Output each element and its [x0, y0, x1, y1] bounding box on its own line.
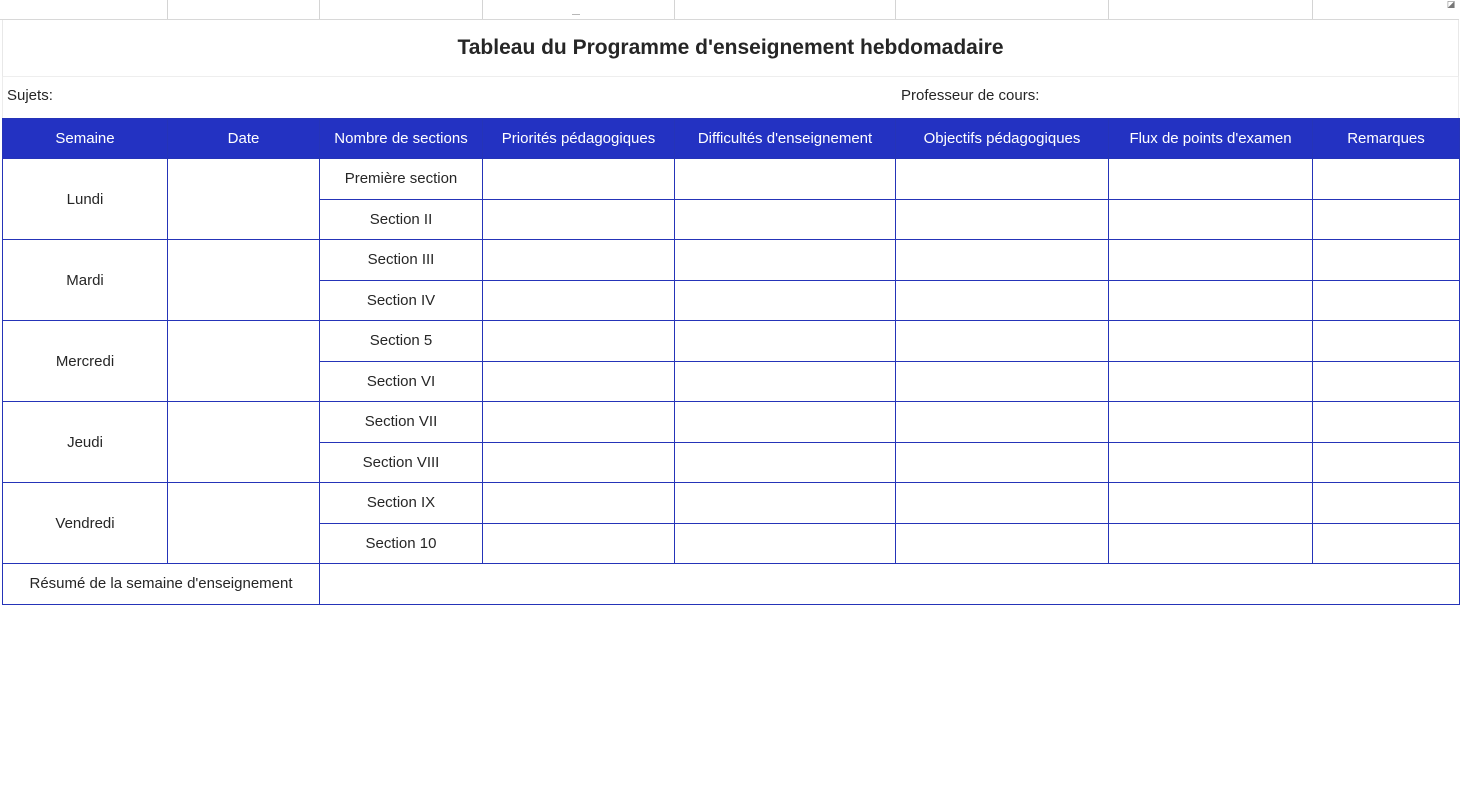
section-cell[interactable]: Section IX — [320, 483, 483, 524]
remarks-cell[interactable] — [1313, 240, 1460, 281]
table-row — [3, 159, 1460, 200]
remarks-cell[interactable] — [1313, 402, 1460, 443]
day-cell[interactable]: Lundi — [3, 159, 168, 240]
objectives-cell[interactable] — [896, 240, 1109, 281]
section-cell[interactable]: Section 10 — [320, 523, 483, 564]
objectives-cell[interactable] — [896, 402, 1109, 443]
objectives-cell[interactable] — [896, 442, 1109, 483]
priorities-cell[interactable] — [483, 361, 675, 402]
table-row — [3, 240, 1460, 281]
priorities-cell[interactable] — [483, 442, 675, 483]
page-title: Tableau du Programme d'enseignement hebdomadaire — [457, 36, 1004, 59]
objectives-cell[interactable] — [896, 159, 1109, 200]
exam-points-cell[interactable] — [1109, 483, 1313, 524]
difficulties-cell[interactable] — [675, 240, 896, 281]
table-row — [3, 402, 1460, 443]
remarks-cell[interactable] — [1313, 361, 1460, 402]
difficulties-cell[interactable] — [675, 523, 896, 564]
header-priorities[interactable]: Priorités pédagogiques — [483, 119, 675, 159]
objectives-cell[interactable] — [896, 523, 1109, 564]
section-cell[interactable]: Section III — [320, 240, 483, 281]
exam-points-cell[interactable] — [1109, 402, 1313, 443]
title-row — [2, 20, 1459, 77]
header-sections[interactable]: Nombre de sections — [320, 119, 483, 159]
clipped-text-mark — [572, 14, 580, 19]
difficulties-cell[interactable] — [675, 361, 896, 402]
difficulties-cell[interactable] — [675, 402, 896, 443]
exam-points-cell[interactable] — [1109, 321, 1313, 362]
objectives-cell[interactable] — [896, 483, 1109, 524]
summary-value-cell[interactable] — [320, 564, 1460, 605]
table-row — [3, 321, 1460, 362]
objectives-cell[interactable] — [896, 321, 1109, 362]
exam-points-cell[interactable] — [1109, 442, 1313, 483]
gridline — [895, 0, 896, 19]
priorities-cell[interactable] — [483, 240, 675, 281]
header-difficulties[interactable]: Difficultés d'enseignement — [675, 119, 896, 159]
section-cell[interactable]: Section II — [320, 199, 483, 240]
objectives-cell[interactable] — [896, 280, 1109, 321]
remarks-cell[interactable] — [1313, 523, 1460, 564]
objectives-cell[interactable] — [896, 199, 1109, 240]
difficulties-cell[interactable] — [675, 483, 896, 524]
difficulties-cell[interactable] — [675, 199, 896, 240]
header-remarks[interactable]: Remarques — [1313, 119, 1460, 159]
objectives-cell[interactable] — [896, 361, 1109, 402]
table-row — [3, 483, 1460, 524]
section-cell[interactable]: Section 5 — [320, 321, 483, 362]
gridline — [319, 0, 320, 19]
gridline — [482, 0, 483, 19]
header-date[interactable]: Date — [168, 119, 320, 159]
day-cell[interactable]: Vendredi — [3, 483, 168, 564]
difficulties-cell[interactable] — [675, 159, 896, 200]
date-cell[interactable] — [168, 159, 320, 240]
info-row — [2, 77, 1459, 118]
gridline — [674, 0, 675, 19]
section-cell[interactable]: Section VI — [320, 361, 483, 402]
exam-points-cell[interactable] — [1109, 159, 1313, 200]
teacher-label: Professeur de cours: — [901, 87, 1040, 104]
priorities-cell[interactable] — [483, 321, 675, 362]
exam-points-cell[interactable] — [1109, 523, 1313, 564]
header-objectives[interactable]: Objectifs pédagogiques — [896, 119, 1109, 159]
date-cell[interactable] — [168, 321, 320, 402]
date-cell[interactable] — [168, 240, 320, 321]
subjects-label: Sujets: — [7, 87, 53, 104]
date-cell[interactable] — [168, 402, 320, 483]
header-row — [3, 119, 1460, 159]
header-exam-points[interactable]: Flux de points d'examen — [1109, 119, 1313, 159]
remarks-cell[interactable] — [1313, 280, 1460, 321]
summary-label[interactable]: Résumé de la semaine d'enseignement — [3, 564, 320, 605]
gridline — [167, 0, 168, 19]
remarks-cell[interactable] — [1313, 199, 1460, 240]
fill-handle-icon[interactable]: ◪ — [1446, 0, 1456, 9]
priorities-cell[interactable] — [483, 483, 675, 524]
gridline — [1108, 0, 1109, 19]
priorities-cell[interactable] — [483, 402, 675, 443]
section-cell[interactable]: Section VII — [320, 402, 483, 443]
difficulties-cell[interactable] — [675, 321, 896, 362]
day-cell[interactable]: Mercredi — [3, 321, 168, 402]
difficulties-cell[interactable] — [675, 280, 896, 321]
spreadsheet-column-gridlines — [0, 0, 1459, 20]
header-week[interactable]: Semaine — [3, 119, 168, 159]
priorities-cell[interactable] — [483, 199, 675, 240]
section-cell[interactable]: Section VIII — [320, 442, 483, 483]
remarks-cell[interactable] — [1313, 321, 1460, 362]
exam-points-cell[interactable] — [1109, 361, 1313, 402]
gridline — [1312, 0, 1313, 19]
section-cell[interactable]: Section IV — [320, 280, 483, 321]
schedule-table — [2, 118, 1460, 605]
exam-points-cell[interactable] — [1109, 199, 1313, 240]
weekly-schedule-sheet — [2, 20, 1459, 605]
difficulties-cell[interactable] — [675, 442, 896, 483]
priorities-cell[interactable] — [483, 523, 675, 564]
remarks-cell[interactable] — [1313, 442, 1460, 483]
summary-row — [3, 564, 1460, 605]
date-cell[interactable] — [168, 483, 320, 564]
day-cell[interactable]: Jeudi — [3, 402, 168, 483]
priorities-cell[interactable] — [483, 280, 675, 321]
exam-points-cell[interactable] — [1109, 240, 1313, 281]
priorities-cell[interactable] — [483, 159, 675, 200]
remarks-cell[interactable] — [1313, 483, 1460, 524]
exam-points-cell[interactable] — [1109, 280, 1313, 321]
section-cell[interactable]: Première section — [320, 159, 483, 200]
remarks-cell[interactable] — [1313, 159, 1460, 200]
day-cell[interactable]: Mardi — [3, 240, 168, 321]
